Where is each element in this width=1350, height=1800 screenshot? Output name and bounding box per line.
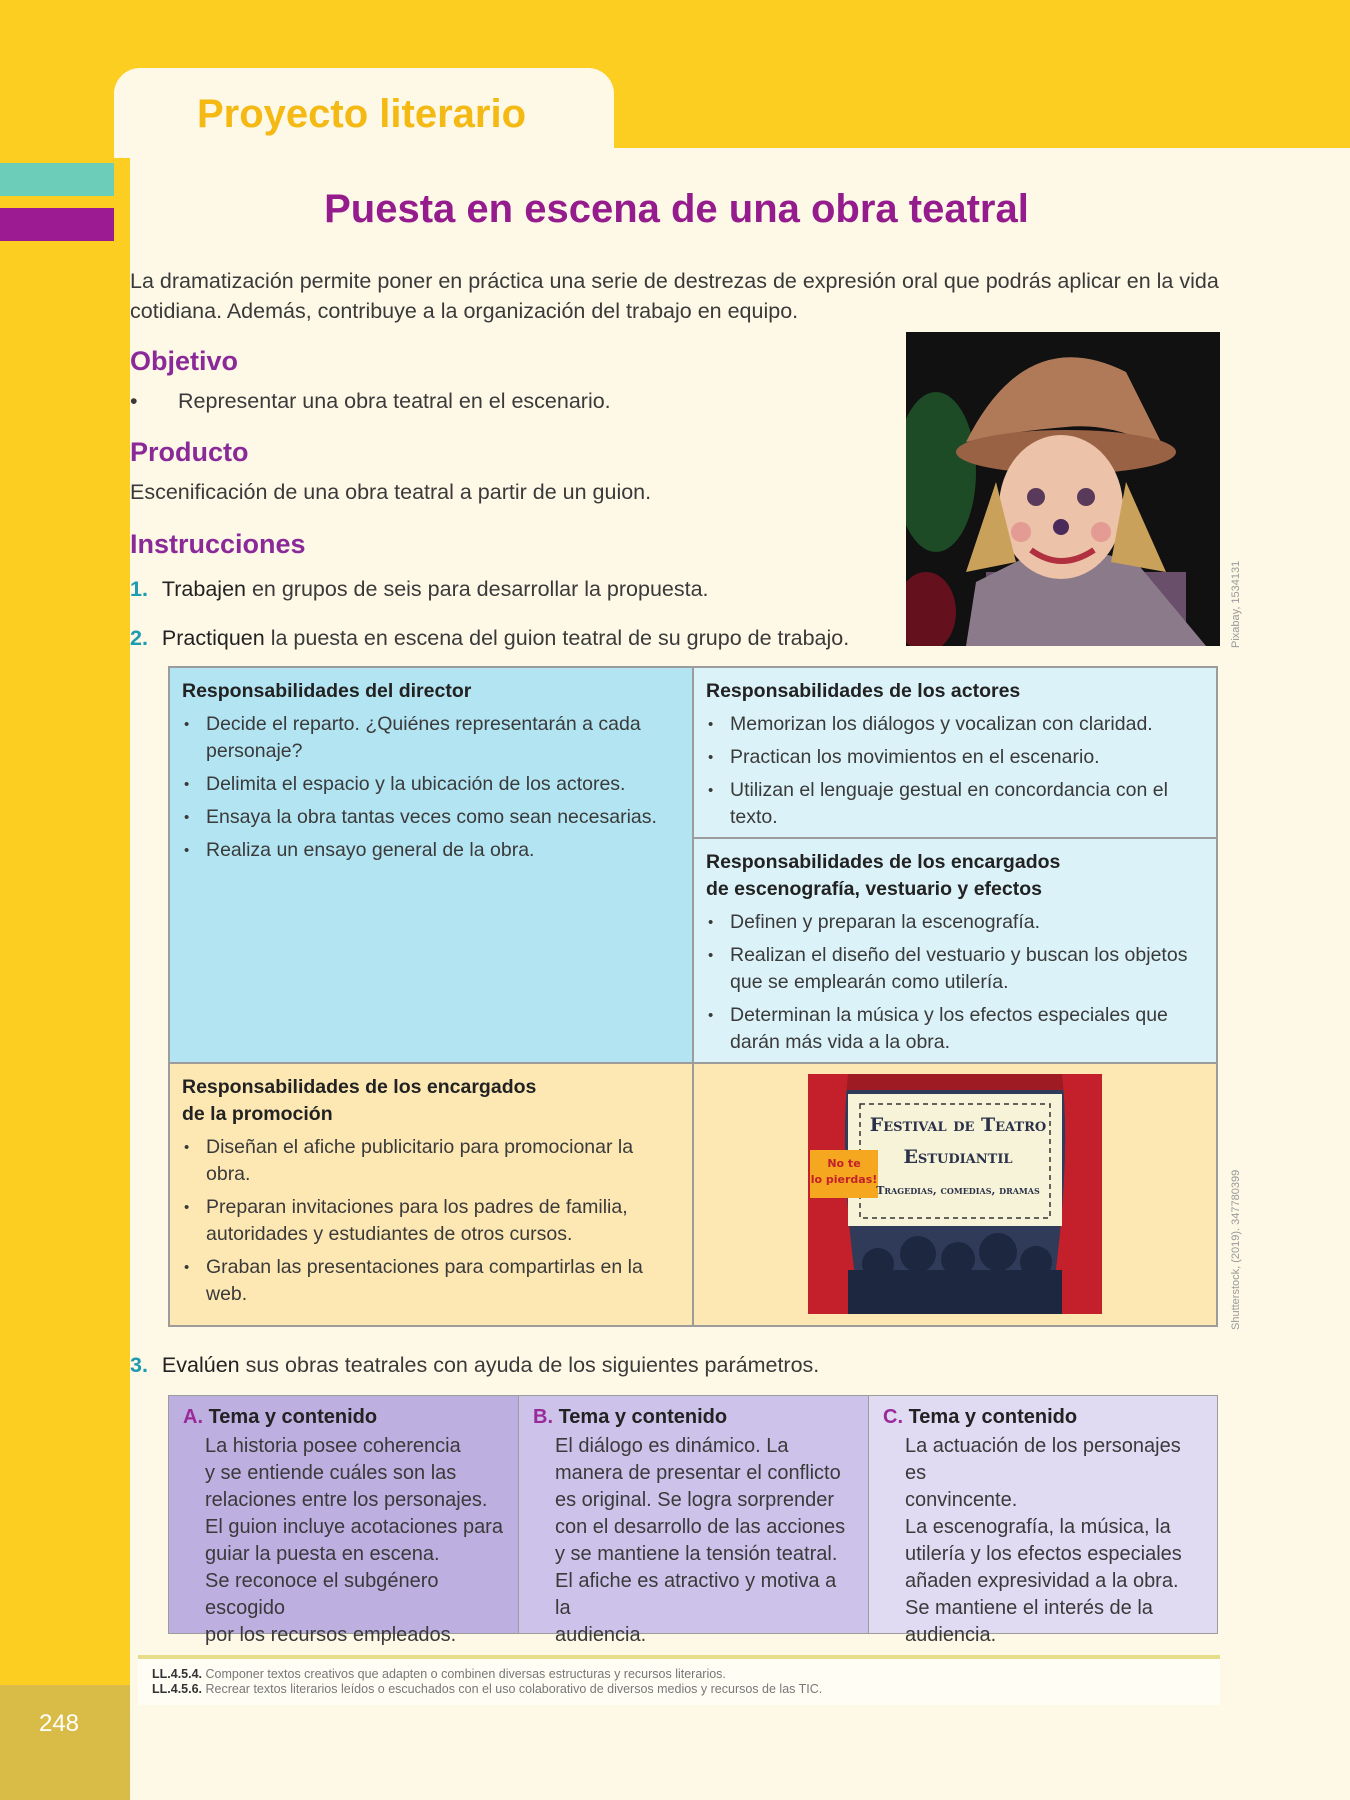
evaluation-letter: A. (183, 1406, 203, 1428)
evaluation-line: El guion incluye acotaciones para (205, 1516, 503, 1538)
photo-credit: Pixabay, 1534131 (1230, 560, 1242, 648)
evaluation-line: manera de presentar el conflicto (555, 1462, 841, 1484)
evaluation-title: Tema y contenido (908, 1406, 1078, 1428)
actors-heading: Responsabilidades de los actores (706, 680, 1021, 702)
list-item: • Ensaya la obra tantas veces como sean necesarias. (206, 804, 680, 831)
poster-subtitle: Tragedias, comedias, dramas (876, 1184, 1040, 1197)
purple-stripe (0, 208, 114, 241)
actors-list (706, 711, 1204, 831)
step-3 (130, 1353, 819, 1378)
festival-poster (808, 1074, 1102, 1314)
page-number: 248 (38, 1710, 80, 1737)
page-title: Puesta en escena de una obra teatral (324, 187, 1029, 231)
evaluation-letter: C. (883, 1406, 903, 1428)
list-item: • Determinan la música y los efectos especiales que darán más vida a la obra. (730, 1002, 1204, 1056)
evaluation-line: La escenografía, la música, la (905, 1516, 1171, 1538)
step-1 (130, 577, 709, 602)
evaluation-line: audiencia. (905, 1624, 997, 1646)
list-item: • Utilizan el lenguaje gestual en concordancia con el texto. (730, 777, 1204, 831)
list-item: • Decide el reparto. ¿Quiénes representarán a cada personaje? (206, 711, 680, 765)
evaluation-line: Se reconoce el subgénero escogido (205, 1570, 439, 1619)
promotion-heading-line1: Responsabilidades de los encargados (182, 1076, 537, 1098)
promotion-heading-line2: de la promoción (182, 1103, 333, 1125)
step-verb: Evalúen (161, 1353, 240, 1377)
evaluation-line: audiencia. (555, 1624, 647, 1646)
list-item: • Graban las presentaciones para compartirlas en la web. (206, 1254, 680, 1308)
promotion-list (182, 1134, 680, 1308)
evaluation-line: utilería y los efectos especiales (905, 1543, 1182, 1565)
poster-badge-line2: lo pierdas! (810, 1173, 878, 1186)
poster-title-line1: Festival de Teatro (869, 1114, 1047, 1136)
evaluation-line: con el desarrollo de las acciones (555, 1516, 846, 1538)
evaluation-heading (533, 1406, 854, 1429)
promotion-heading (182, 1074, 680, 1128)
evaluation-line: y se entiende cuáles son las (205, 1462, 457, 1484)
scarecrow-actor-photo-icon (906, 332, 1220, 646)
evaluation-line: Se mantiene el interés de la (905, 1597, 1153, 1619)
list-item: • Memorizan los diálogos y vocalizan con claridad. (730, 711, 1204, 738)
step-text: en grupos de seis para desarrollar la propuesta. (245, 577, 709, 601)
list-item: • Definen y preparan la escenografía. (730, 909, 1204, 936)
section-title: Proyecto literario (197, 92, 527, 136)
director-cell (169, 667, 693, 1063)
page-number-box (0, 1685, 130, 1800)
scenography-cell (693, 838, 1217, 1063)
poster-credit: Shutterstock, (2019). 347780399 (1230, 1169, 1242, 1330)
objective-bullet: • (130, 389, 138, 413)
evaluation-line: relaciones entre los personajes. (205, 1489, 488, 1511)
product-heading: Producto (130, 437, 249, 467)
curriculum-footer (138, 1659, 1220, 1705)
step-verb: Practiquen (161, 626, 265, 650)
step-number: 3. (130, 1353, 148, 1377)
step-number: 2. (130, 626, 148, 650)
scenography-heading-line2: de escenografía, vestuario y efectos (706, 878, 1042, 900)
instructions-heading: Instrucciones (130, 529, 306, 559)
evaluation-line: es original. Se logra sorprender (555, 1489, 835, 1511)
step-verb: Trabajen (161, 577, 246, 601)
left-band (0, 148, 130, 1800)
evaluation-cell-a (168, 1395, 519, 1646)
footer-code: LL.4.5.6. (152, 1682, 203, 1696)
scenography-list (706, 909, 1204, 1056)
evaluation-line: añaden expresividad a la obra. (905, 1570, 1179, 1592)
step-text: la puesta en escena del guion teatral de su grupo de trabajo. (264, 626, 850, 650)
evaluation-cell-b (518, 1395, 869, 1646)
footer-text: Componer textos creativos que adapten o combinen diversas estructuras y recursos literarios. (205, 1667, 726, 1681)
objective-heading: Objetivo (130, 346, 239, 376)
footer-code: LL.4.5.4. (152, 1667, 203, 1681)
director-list (182, 711, 680, 864)
footer-line (152, 1667, 1206, 1682)
teal-stripe (0, 163, 114, 196)
promotion-cell (169, 1063, 693, 1326)
evaluation-line: El afiche es atractivo y motiva a la (555, 1570, 837, 1619)
evaluation-line: El diálogo es dinámico. La (555, 1435, 789, 1457)
scenography-heading-line1: Responsabilidades de los encargados (706, 851, 1061, 873)
evaluation-letter: B. (533, 1406, 553, 1428)
evaluation-heading (883, 1406, 1203, 1429)
list-item: • Realizan el diseño del vestuario y buscan los objetos que se emplearán como utilería. (730, 942, 1204, 996)
list-item: • Diseñan el afiche publicitario para promocionar la obra. (206, 1134, 680, 1188)
evaluation-title: Tema y contenido (558, 1406, 728, 1428)
footer-text: Recrear textos literarios leídos o escuchados con el uso colaborativo de diversos medios y recursos de las TIC. (205, 1682, 823, 1696)
evaluation-line: y se mantiene la tensión teatral. (555, 1543, 838, 1565)
scenography-heading (706, 849, 1204, 903)
step-text: sus obras teatrales con ayuda de los siguientes parámetros. (239, 1353, 820, 1377)
poster-title-line2: Estudiantil (903, 1146, 1013, 1168)
list-item: • Practican los movimientos en el escenario. (730, 744, 1204, 771)
evaluation-heading (183, 1406, 504, 1429)
evaluation-line: por los recursos empleados. (205, 1624, 457, 1646)
list-item: • Preparan invitaciones para los padres de familia, autoridades y estudiantes de otros cursos. (206, 1194, 680, 1248)
evaluation-line: La historia posee coherencia (205, 1435, 461, 1457)
step-number: 1. (130, 577, 148, 601)
evaluation-line: guiar la puesta en escena. (205, 1543, 440, 1565)
poster-badge (810, 1156, 878, 1188)
list-item: • Realiza un ensayo general de la obra. (206, 837, 680, 864)
scarecrow-photo (906, 332, 1220, 646)
objective-item: Representar una obra teatral en el escenario. (178, 389, 611, 413)
evaluation-table (168, 1395, 1218, 1646)
list-item: • Delimita el espacio y la ubicación de los actores. (206, 771, 680, 798)
evaluation-cell-c (868, 1395, 1218, 1646)
evaluation-line: convincente. (905, 1489, 1018, 1511)
director-heading: Responsabilidades del director (182, 680, 472, 702)
step-2 (130, 626, 849, 651)
evaluation-line: La actuación de los personajes es (905, 1435, 1181, 1484)
actors-cell (693, 667, 1217, 838)
intro-paragraph: La dramatización permite poner en práctica una serie de destrezas de expresión oral que podrás aplicar en la vida cotidiana. Además, contribuye a la organización del trabajo en equipo. (130, 269, 1219, 323)
evaluation-title: Tema y contenido (208, 1406, 378, 1428)
poster-badge-line1: No te (827, 1157, 861, 1170)
footer-line (152, 1682, 1206, 1697)
product-text: Escenificación de una obra teatral a partir de un guion. (130, 480, 652, 504)
